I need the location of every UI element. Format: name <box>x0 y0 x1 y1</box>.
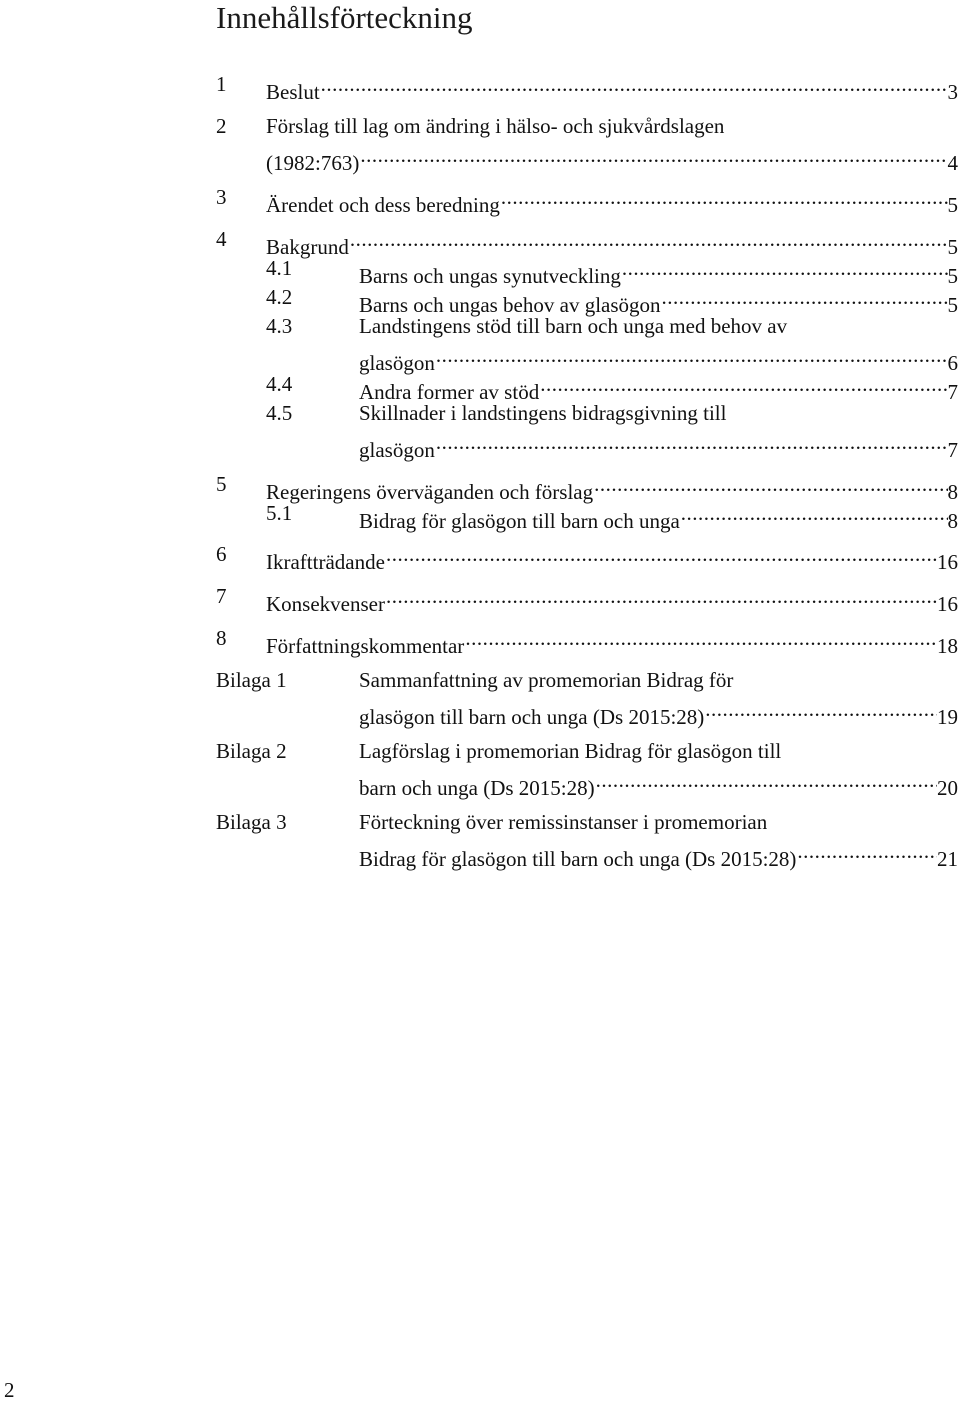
dot-leader <box>540 370 947 399</box>
toc-entry-number: 1 <box>216 72 227 96</box>
toc-page-number: 5 <box>948 291 959 320</box>
toc-page-number: 8 <box>948 507 959 536</box>
page-title: Innehållsförteckning <box>216 0 473 35</box>
toc-entry-number: 4.4 <box>266 372 293 396</box>
toc-entry-title: Förslag till lag om ändring i hälso- och sjukvårdslagen <box>266 114 725 138</box>
toc-entry-title: Ärendet och dess beredning <box>266 193 500 217</box>
toc-entry-number: 4.1 <box>266 256 293 280</box>
toc-page-number: 16 <box>937 548 958 577</box>
toc-page-number: 5 <box>948 191 959 220</box>
appendix-label: Bilaga 2 <box>216 739 287 763</box>
toc-entry-title: Bakgrund <box>266 235 349 259</box>
toc-entry-title: Bidrag för glasögon till barn och unga <box>359 509 680 533</box>
dot-leader <box>797 837 937 866</box>
toc-entry-title: Regeringens överväganden och förslag <box>266 480 594 504</box>
toc-entry-number: 4.2 <box>266 285 293 309</box>
toc-entry-title-continued: (1982:763) <box>266 151 360 175</box>
toc-entry-title: Ikraftträdande <box>266 550 385 574</box>
toc-entry-number: 8 <box>216 626 227 650</box>
dot-leader <box>350 225 948 254</box>
toc-entry-title-continued: Bidrag för glasögon till barn och unga (Ds 2015:28) <box>359 847 797 871</box>
toc-entry-title-continued: glasögon <box>359 438 435 462</box>
dot-leader <box>596 766 937 795</box>
toc-entry-title: Konsekvenser <box>266 592 385 616</box>
dot-leader <box>662 283 948 312</box>
toc-page-number: 3 <box>948 78 959 107</box>
toc-page-number: 8 <box>948 478 959 507</box>
toc-entry-number: 4.5 <box>266 401 293 425</box>
dot-leader <box>360 141 947 170</box>
dot-leader <box>386 540 937 569</box>
toc-entry-number: 4.3 <box>266 314 293 338</box>
toc-entry-title-continued: glasögon <box>359 351 435 375</box>
dot-leader <box>321 70 948 99</box>
dot-leader <box>436 428 948 457</box>
toc-page-number: 20 <box>937 774 958 803</box>
toc-entry-title: Andra former av stöd <box>359 380 540 404</box>
toc-page-number: 7 <box>948 378 959 407</box>
toc-page-number: 18 <box>937 632 958 661</box>
toc-entry-title: Barns och ungas behov av glasögon <box>359 293 661 317</box>
toc-page-number: 16 <box>937 590 958 619</box>
table-of-contents <box>216 0 960 1406</box>
page-number: 2 <box>4 1378 15 1402</box>
toc-entry-number: 5 <box>216 472 227 496</box>
toc-entry-number: 5.1 <box>266 501 293 525</box>
toc-entry-title: Lagförslag i promemorian Bidrag för glasögon till <box>359 739 782 763</box>
dot-leader <box>386 582 937 611</box>
toc-entry-number: 4 <box>216 227 227 251</box>
dot-leader <box>465 624 937 653</box>
toc-entry-title: Sammanfattning av promemorian Bidrag för <box>359 668 734 692</box>
toc-entry-number: 2 <box>216 114 227 138</box>
dot-leader <box>594 470 947 499</box>
toc-entry-title: Förteckning över remissinstanser i promemorian <box>359 810 768 834</box>
toc-page-number: 4 <box>948 149 959 178</box>
toc-entry-title: Författningskommentar <box>266 634 465 658</box>
toc-entry-number: 7 <box>216 584 227 608</box>
dot-leader <box>436 341 948 370</box>
toc-entry-number: 3 <box>216 185 227 209</box>
toc-entry-title: Barns och ungas synutveckling <box>359 264 621 288</box>
toc-entry-title-continued: glasögon till barn och unga (Ds 2015:28) <box>359 705 705 729</box>
toc-page-number: 5 <box>948 233 959 262</box>
dot-leader <box>622 254 948 283</box>
toc-page-number: 19 <box>937 703 958 732</box>
toc-page-number: 7 <box>948 436 959 465</box>
toc-page-number: 5 <box>948 262 959 291</box>
toc-page-number: 21 <box>937 845 958 874</box>
dot-leader <box>681 499 948 528</box>
toc-entry-title: Beslut <box>266 80 320 104</box>
appendix-label: Bilaga 1 <box>216 668 287 692</box>
appendix-label: Bilaga 3 <box>216 810 287 834</box>
toc-entry-number: 6 <box>216 542 227 566</box>
dot-leader <box>705 695 937 724</box>
dot-leader <box>501 183 948 212</box>
toc-page-number: 6 <box>948 349 959 378</box>
toc-entry-title: Skillnader i landstingens bidragsgivning till <box>359 401 727 425</box>
toc-entry-title-continued: barn och unga (Ds 2015:28) <box>359 776 595 800</box>
toc-entry-title: Landstingens stöd till barn och unga med behov av <box>359 314 788 338</box>
